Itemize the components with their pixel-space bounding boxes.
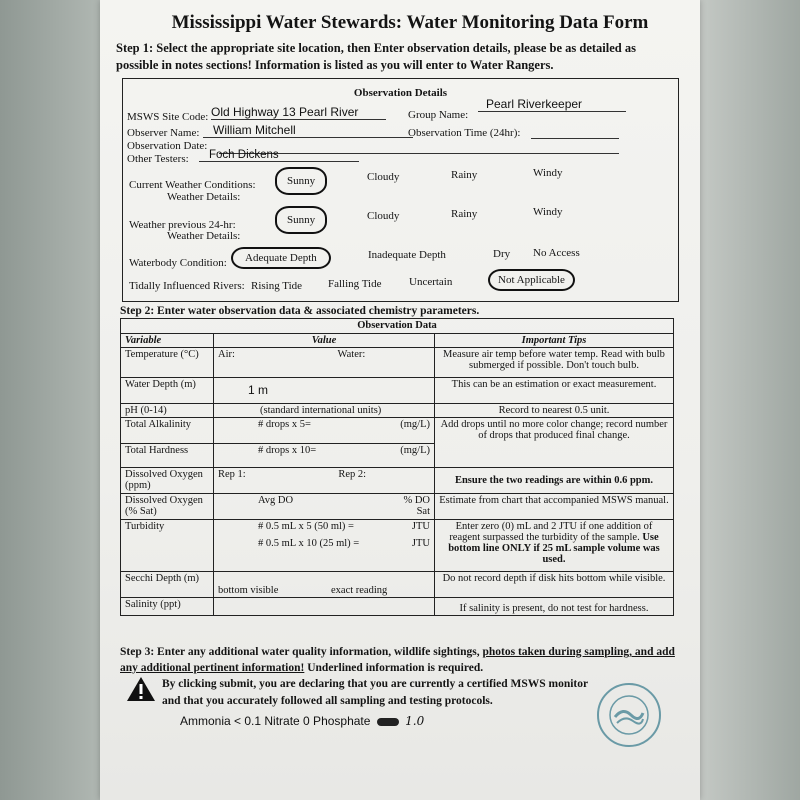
handwritten-notes	[180, 714, 424, 728]
temperature-variable: Temperature (°C)	[121, 348, 214, 378]
previous-weather-rainy-option[interactable]: Rainy	[451, 208, 478, 220]
current-weather-rainy-option[interactable]: Rainy	[451, 169, 478, 181]
water-depth-tip: This can be an estimation or exact measurement.	[435, 378, 674, 404]
group-name-label: Group Name:	[408, 109, 469, 121]
turbidity-variable: Turbidity	[121, 520, 214, 572]
warning-icon	[126, 676, 156, 707]
do-sat-value-cell[interactable]	[214, 494, 435, 520]
table-row	[121, 378, 674, 404]
air-temp-label: Air:	[218, 349, 235, 360]
other-testers-field[interactable]: Foch Dickens	[199, 149, 359, 162]
form-title: Mississippi Water Stewards: Water Monitoring Data Form	[171, 12, 649, 33]
turbidity-unit-2: JTU	[411, 538, 430, 549]
hardness-variable: Total Hardness	[121, 444, 214, 468]
current-weather-details-label: Weather Details:	[167, 191, 241, 203]
observation-date-label: Observation Date:	[127, 140, 208, 152]
certification-declaration: By clicking submit, you are declaring that you are currently a certified MSWS monitor and that you accurately followed all sampling and testing protocols.	[162, 678, 588, 707]
rep1-label: Rep 1:	[218, 469, 246, 480]
site-code-label: MSWS Site Code:	[127, 111, 209, 123]
table-row	[121, 520, 674, 572]
previous-weather-details-label: Weather Details:	[167, 230, 241, 242]
table-row	[121, 598, 674, 616]
turbidity-value-cell[interactable]	[214, 520, 435, 572]
turbidity-line2: # 0.5 mL x 10 (25 ml) =	[258, 538, 360, 549]
table-row	[121, 404, 674, 418]
ph-tip: Record to nearest 0.5 unit.	[435, 404, 674, 418]
observation-data-title: Observation Data	[121, 319, 674, 334]
ph-value-cell[interactable]: (standard international units)	[214, 404, 435, 418]
alkalinity-formula: # drops x 5=	[258, 419, 311, 430]
previous-weather-cloudy-option[interactable]: Cloudy	[367, 210, 400, 222]
observation-data-table	[120, 318, 674, 616]
water-depth-variable: Water Depth (m)	[121, 378, 214, 404]
step3-part-a: Step 3: Enter any additional water quality information, wildlife sightings,	[120, 646, 483, 658]
salinity-tip: If salinity is present, do not test for hardness.	[435, 598, 674, 616]
water-depth-value-cell[interactable]	[214, 378, 435, 404]
salinity-value-cell[interactable]	[214, 598, 435, 616]
hardness-unit: (mg/L)	[400, 445, 430, 456]
alkalinity-unit: (mg/L)	[400, 419, 430, 430]
alkalinity-hardness-tip: Add drops until no more color change; record number of drops that produced final change.	[435, 418, 674, 468]
secchi-bottom-visible[interactable]: bottom visible	[218, 585, 279, 596]
table-row	[121, 468, 674, 494]
observation-time-label: Observation Time (24hr):	[408, 127, 521, 139]
turbidity-tip: Enter zero (0) mL and 2 JTU if one addition of reagent surpassed the turbidity of the sample.	[449, 521, 653, 543]
previous-weather-windy-option[interactable]: Windy	[533, 206, 563, 218]
site-code-field[interactable]: Old Highway 13 Pearl River	[211, 105, 386, 120]
alkalinity-value-cell[interactable]	[214, 418, 435, 444]
msws-seal-logo	[597, 683, 661, 747]
turbidity-line1: # 0.5 mL x 5 (50 ml) =	[258, 521, 354, 532]
value-header: Value	[214, 334, 435, 348]
step3-instructions	[120, 644, 680, 676]
observation-details-box	[122, 78, 679, 302]
observer-name-label: Observer Name:	[127, 127, 200, 139]
step2-instructions: Step 2: Enter water observation data & associated chemistry parameters.	[120, 305, 480, 317]
temperature-tip: Measure air temp before water temp. Read with bulb submerged if possible. Don't touch bulb.	[435, 348, 674, 378]
current-weather-cloudy-option[interactable]: Cloudy	[367, 171, 400, 183]
water-depth-value: 1 m	[248, 383, 269, 397]
tidal-uncertain-option[interactable]: Uncertain	[409, 276, 453, 288]
table-row	[121, 348, 674, 378]
step3-part-c: Underlined information is required.	[304, 662, 484, 674]
secchi-variable: Secchi Depth (m)	[121, 572, 214, 598]
rep2-label: Rep 2:	[338, 469, 367, 480]
turbidity-tip-cell	[435, 520, 674, 572]
ph-variable: pH (0-14)	[121, 404, 214, 418]
table-row	[121, 572, 674, 598]
waterbody-dry-option[interactable]: Dry	[493, 248, 511, 260]
tidal-rising-option[interactable]: Rising Tide	[251, 280, 303, 292]
water-temp-label: Water:	[337, 349, 366, 360]
secchi-exact-reading[interactable]: exact reading	[331, 585, 388, 596]
temperature-value-cell[interactable]	[214, 348, 435, 378]
tips-header: Important Tips	[435, 334, 674, 348]
salinity-variable: Salinity (ppt)	[121, 598, 214, 616]
turbidity-unit-1: JTU	[411, 521, 430, 532]
variable-header: Variable	[121, 334, 214, 348]
other-testers-label: Other Testers:	[127, 153, 189, 165]
previous-weather-sunny-option[interactable]: Sunny	[275, 206, 327, 234]
alkalinity-variable: Total Alkalinity	[121, 418, 214, 444]
observation-details-header: Observation Details	[353, 87, 448, 99]
avg-do-label: Avg DO	[258, 495, 294, 506]
notes-text: Ammonia < 0.1 Nitrate 0 Phosphate	[180, 714, 371, 728]
waterbody-no-access-option[interactable]: No Access	[533, 247, 580, 259]
observer-name-field[interactable]: William Mitchell	[203, 123, 413, 138]
waterbody-condition-label: Waterbody Condition:	[129, 257, 227, 269]
do-sat-variable: Dissolved Oxygen (% Sat)	[121, 494, 214, 520]
previous-weather-label: Weather previous 24-hr:	[129, 219, 236, 231]
tidal-falling-option[interactable]: Falling Tide	[328, 278, 382, 290]
do-ppm-value-cell[interactable]	[214, 468, 435, 494]
step3-part-b: photos taken during sampling, and add any additional pertinent information!	[120, 646, 675, 674]
scribble-mark	[377, 718, 399, 726]
hardness-value-cell[interactable]	[214, 444, 435, 468]
tidal-rivers-label: Tidally Influenced Rivers:	[129, 280, 245, 292]
observation-time-field[interactable]	[531, 137, 619, 139]
current-weather-sunny-option[interactable]: Sunny	[275, 167, 327, 195]
waterbody-inadequate-depth-option[interactable]: Inadequate Depth	[368, 249, 446, 261]
notes-correction: 1.0	[405, 714, 425, 728]
current-weather-windy-option[interactable]: Windy	[533, 167, 563, 179]
table-row	[121, 494, 674, 520]
background-left	[0, 0, 112, 800]
turbidity-tip-bold: Use bottom line ONLY if 25 mL sample volume was used.	[448, 532, 660, 565]
group-name-field[interactable]: Pearl Riverkeeper	[478, 97, 626, 112]
do-ppm-variable: Dissolved Oxygen (ppm)	[121, 468, 214, 494]
paper-sheet	[100, 0, 700, 800]
current-weather-label: Current Weather Conditions:	[129, 179, 256, 191]
hardness-formula: # drops x 10=	[258, 445, 317, 456]
do-sat-unit: % DO Sat	[403, 495, 430, 517]
do-sat-tip: Estimate from chart that accompanied MSWS manual.	[435, 494, 674, 520]
do-ppm-tip: Ensure the two readings are within 0.6 ppm.	[435, 468, 674, 494]
table-row	[121, 418, 674, 444]
background-right	[688, 0, 800, 800]
step1-instructions: Step 1: Select the appropriate site location, then Enter observation details, please be as detailed as possible in notes sections! Information is listed as you will enter to Water Rangers.	[116, 41, 636, 72]
waterbody-adequate-depth-option[interactable]: Adequate Depth	[231, 247, 331, 269]
secchi-value-cell[interactable]	[214, 572, 435, 598]
tidal-not-applicable-option[interactable]: Not Applicable	[488, 269, 575, 291]
secchi-tip: Do not record depth if disk hits bottom while visible.	[435, 572, 674, 598]
